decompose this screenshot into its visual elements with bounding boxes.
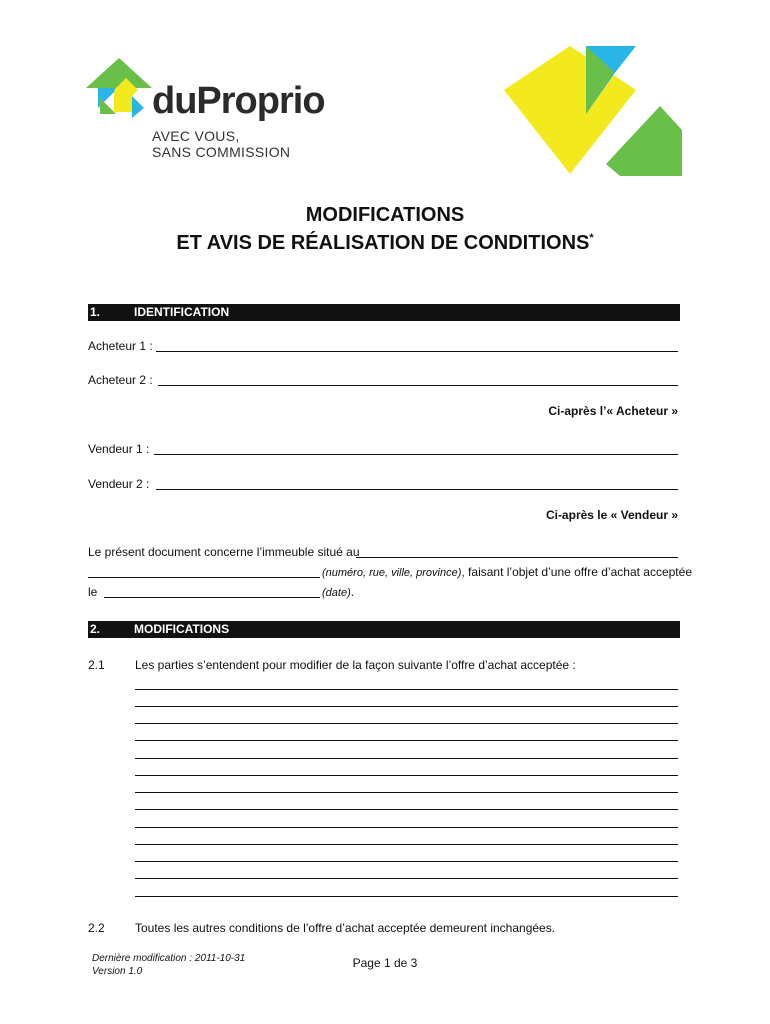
address-line — [322, 565, 692, 579]
date-prefix: le — [88, 585, 98, 599]
modification-line[interactable] — [135, 896, 678, 897]
section-identification-header — [88, 304, 680, 321]
modification-line[interactable] — [135, 827, 678, 828]
item-2-1-number: 2.1 — [88, 658, 105, 672]
brand-tagline — [152, 128, 290, 160]
title-asterisk: * — [589, 232, 594, 244]
buyer-designation: Ci-après l’« Acheteur » — [548, 404, 678, 418]
item-2-2-number: 2.2 — [88, 921, 105, 935]
decorative-shapes-icon — [500, 44, 682, 176]
title-text: ET AVIS DE RÉALISATION DE CONDITIONS — [176, 232, 590, 254]
item-2-1-text: Les parties s’entendent pour modifier de la façon suivante l’offre d’achat acceptée : — [135, 658, 576, 672]
document-title-line-1: MODIFICATIONS — [305, 204, 465, 226]
property-address-field[interactable] — [356, 557, 678, 558]
item-2-2-text: Toutes les autres conditions de l’offre d’achat acceptée demeurent inchangées. — [135, 921, 556, 935]
section-number: 1. — [90, 305, 101, 319]
date-line — [322, 585, 354, 599]
modification-line[interactable] — [135, 878, 678, 879]
address-hint: (numéro, rue, ville, province) — [322, 567, 462, 579]
modification-line[interactable] — [135, 689, 678, 690]
date-suffix: . — [350, 585, 355, 599]
buyer-1-field[interactable] — [156, 351, 678, 352]
tagline-line-2: SANS COMMISSION — [152, 144, 291, 160]
seller-1-label: Vendeur 1 : — [88, 442, 150, 456]
section-number: 2. — [90, 622, 101, 636]
date-hint: (date) — [322, 587, 351, 599]
version: Version 1.0 — [92, 966, 143, 977]
seller-2-label: Vendeur 2 : — [88, 477, 150, 491]
modification-line[interactable] — [135, 775, 678, 776]
seller-designation: Ci-après le « Vendeur » — [545, 508, 678, 522]
buyer-2-field[interactable] — [158, 385, 678, 386]
modification-line[interactable] — [135, 740, 678, 741]
seller-2-field[interactable] — [156, 489, 678, 490]
modification-line[interactable] — [135, 809, 678, 810]
document-title-line-2 — [0, 232, 770, 255]
modification-line[interactable] — [135, 861, 678, 862]
offer-date-field[interactable] — [104, 597, 320, 598]
section-label: MODIFICATIONS — [134, 622, 230, 636]
page-number: Page 1 de 3 — [352, 956, 418, 970]
property-text: Le présent document concerne l’immeuble situé au — [88, 545, 360, 559]
modification-line[interactable] — [135, 792, 678, 793]
modification-line[interactable] — [135, 758, 678, 759]
modification-line[interactable] — [135, 706, 678, 707]
modification-line[interactable] — [135, 844, 678, 845]
dupropio-logo-icon — [86, 58, 152, 118]
offer-text: , faisant l’objet d’une offre d’achat acceptée — [461, 565, 692, 579]
brand-name: duProprio — [152, 80, 325, 122]
modification-line[interactable] — [135, 723, 678, 724]
buyer-2-label: Acheteur 2 : — [88, 373, 153, 387]
buyer-1-label: Acheteur 1 : — [88, 339, 153, 353]
section-label: IDENTIFICATION — [134, 305, 230, 319]
section-modifications-header — [88, 621, 680, 638]
seller-1-field[interactable] — [154, 454, 678, 455]
tagline-line-1: AVEC VOUS, — [152, 128, 240, 144]
property-address-field-2[interactable] — [88, 577, 320, 578]
last-modified: Dernière modification : 2011-10-31 — [92, 953, 246, 964]
